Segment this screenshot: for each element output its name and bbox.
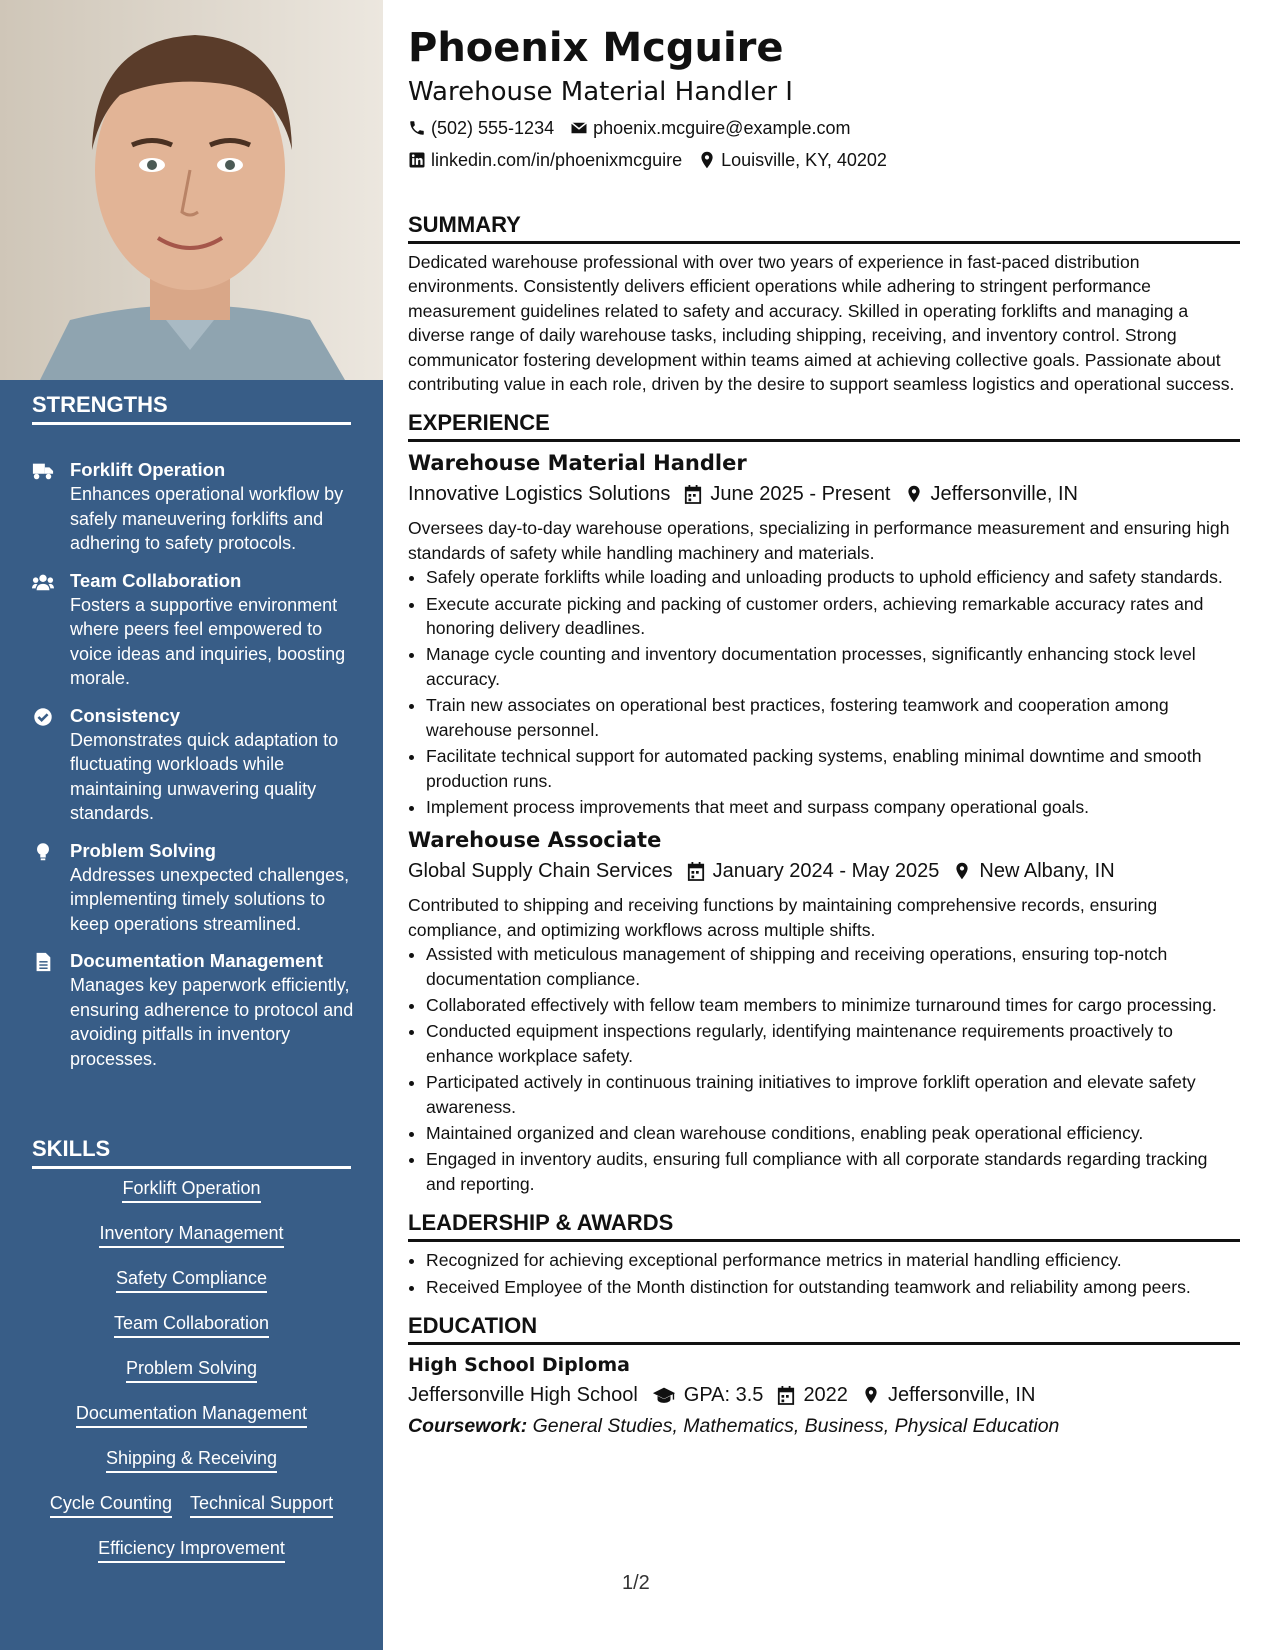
skill-tag: Problem Solving [126, 1358, 257, 1383]
education-heading: EDUCATION [408, 1313, 1240, 1345]
education-section [408, 1313, 1240, 1441]
strength-description: Manages key paperwork efficiently, ensuring adherence to protocol and avoiding pitfalls in inventory processes. [70, 975, 354, 1069]
map-pin-icon [905, 484, 923, 504]
graduation-cap-icon [652, 1385, 676, 1405]
strength-title: Forklift Operation [70, 459, 226, 480]
job-bullet: • Maintained organized and clean warehouse conditions, enabling peak operational efficiency. [426, 1121, 1240, 1145]
job-description: Contributed to shipping and receiving functions by maintaining comprehensive records, ensuring compliance, and optimizing workflows across multiple shifts. [408, 895, 1158, 940]
strength-item [32, 704, 362, 826]
linkedin-text[interactable]: linkedin.com/in/phoenixmcguire [431, 149, 683, 170]
job-dates-text: June 2025 - Present [710, 483, 891, 506]
phone-text: (502) 555-1234 [431, 117, 555, 138]
job-bullet: • Manage cycle counting and inventory documentation processes, significantly enhancing stock level accuracy. [426, 642, 1240, 691]
truck-icon [32, 458, 70, 556]
contact-row [408, 144, 1240, 176]
award-item: • Recognized for achieving exceptional performance metrics in material handling efficiency. [426, 1248, 1240, 1272]
phone-contact [408, 118, 554, 139]
awards-list [408, 1248, 1240, 1299]
education-year-text: 2022 [803, 1384, 848, 1406]
job-entry [408, 825, 1240, 1196]
candidate-name: Phoenix Mcguire [408, 25, 784, 71]
degree-title: High School Diploma [408, 1354, 630, 1376]
job-location [953, 855, 1114, 887]
strength-title: Documentation Management [70, 950, 323, 971]
gpa [652, 1379, 764, 1411]
job-bullet: • Participated actively in continuous training initiatives to improve forklift operation and elevate safety awareness. [426, 1070, 1240, 1119]
calendar-icon [684, 484, 702, 504]
skill-tag: Safety Compliance [116, 1268, 267, 1293]
strength-title: Consistency [70, 704, 181, 726]
education-location-text: Jeffersonville, IN [887, 1384, 1036, 1406]
email-contact[interactable] [570, 118, 850, 139]
job-title: Warehouse Material Handler [408, 451, 747, 476]
strength-description: Addresses unexpected challenges, implementing timely solutions to keep operations streamlined. [70, 864, 350, 934]
page-number: 1/2 [622, 1572, 650, 1594]
strength-item [32, 458, 362, 556]
main-content [408, 20, 1240, 1441]
summary-heading: SUMMARY [408, 212, 1240, 244]
candidate-role: Warehouse Material Handler I [408, 77, 793, 107]
skill-tag: Team Collaboration [114, 1313, 269, 1338]
skill-tag: Technical Support [190, 1493, 333, 1518]
skill-tag: Inventory Management [99, 1223, 283, 1248]
skill-tag: Forklift Operation [122, 1178, 260, 1203]
lightbulb-icon [32, 839, 70, 937]
coursework-label: Coursework: [408, 1415, 528, 1437]
job-bullet: • Assisted with meticulous management of shipping and receiving operations, ensuring top-notch documentation compliance. [426, 942, 1240, 991]
profile-photo [0, 0, 383, 380]
job-dates [684, 478, 890, 510]
job-bullet: • Facilitate technical support for automated packing systems, enabling minimal downtime and smooth production runs. [426, 744, 1240, 793]
skill-tag: Documentation Management [76, 1403, 307, 1428]
sidebar [0, 0, 383, 1650]
users-icon [32, 569, 70, 691]
job-entry [408, 448, 1240, 819]
strengths-heading: STRENGTHS [32, 392, 351, 425]
job-bullets [408, 565, 1240, 819]
job-bullet: • Implement process improvements that meet and surpass company operational goals. [426, 795, 1240, 819]
job-bullet: • Execute accurate picking and packing of customer orders, achieving remarkable accuracy rates and honoring delivery deadlines. [426, 592, 1240, 641]
contact-row [408, 112, 1240, 144]
job-bullet: • Safely operate forklifts while loading and unloading products to uphold efficiency and safety standards. [426, 565, 1240, 589]
strength-item [32, 839, 362, 937]
strength-description: Fosters a supportive environment where peers feel empowered to voice ideas and inquiries, boosting morale. [70, 594, 346, 688]
skills-heading: SKILLS [32, 1136, 351, 1169]
strength-title: Problem Solving [70, 839, 216, 861]
location-text: Louisville, KY, 40202 [721, 149, 887, 170]
calendar-icon [687, 861, 705, 881]
linkedin-contact[interactable] [408, 150, 682, 171]
experience-heading: EXPERIENCE [408, 410, 1240, 442]
strength-title: Team Collaboration [70, 569, 242, 591]
job-meta [408, 478, 1240, 510]
job-bullet: • Train new associates on operational best practices, fostering teamwork and cooperation among warehouse personnel. [426, 693, 1240, 742]
job-dates-text: January 2024 - May 2025 [712, 860, 940, 883]
map-pin-icon [698, 151, 716, 169]
linkedin-icon [408, 151, 426, 169]
map-pin-icon [862, 1385, 880, 1405]
education-location [862, 1379, 1035, 1411]
document-icon [32, 949, 70, 1071]
job-bullet: • Collaborated effectively with fellow team members to minimize turnaround times for cargo processing. [426, 993, 1240, 1017]
skill-tag: Shipping & Receiving [106, 1448, 277, 1473]
phone-icon [408, 119, 426, 137]
school-name: Jeffersonville High School [408, 1384, 638, 1406]
job-location-text: New Albany, IN [979, 860, 1115, 883]
job-description: Oversees day-to-day warehouse operations, specializing in performance measurement and ensuring high standards of safety while handling machinery and materials. [408, 518, 1230, 563]
strengths-list [32, 458, 362, 1084]
summary-text: Dedicated warehouse professional with over two years of experience in fast-paced distribution environments. Consistently delivers efficient operations while adhering to stringent performance measurement guidelines related to safety and accuracy. Skilled in operating forklifts and managing a diverse range of daily warehouse tasks, including shipping, receiving, and inventory control. Strong communicator fostering development within teams aimed at achieving collective goals. Passionate about contributing value in each role, driven by the desire to support seamless logistics and operational success. [408, 252, 1235, 395]
awards-section [408, 1210, 1240, 1299]
job-meta [408, 855, 1240, 887]
strength-description: Demonstrates quick adaptation to fluctuating workloads while maintaining unwavering quality standards. [70, 729, 339, 823]
check-circle-icon [32, 704, 70, 826]
email-text[interactable]: phoenix.mcguire@example.com [593, 117, 851, 138]
education-meta [408, 1379, 1240, 1411]
strength-item [32, 949, 362, 1071]
job-bullet: • Conducted equipment inspections regularly, identifying maintenance requirements proactively to enhance workplace safety. [426, 1019, 1240, 1068]
gpa-text: GPA: 3.5 [683, 1384, 764, 1406]
strength-item [32, 569, 362, 691]
experience-section [408, 410, 1240, 1196]
job-location-text: Jeffersonville, IN [930, 483, 1078, 506]
map-pin-icon [953, 861, 971, 881]
company-name: Innovative Logistics Solutions [408, 483, 671, 506]
summary-section [408, 212, 1240, 396]
education-year [777, 1379, 848, 1411]
strength-description: Enhances operational workflow by safely maneuvering forklifts and adhering to safety protocols. [70, 484, 344, 553]
skill-tag: Cycle Counting [50, 1493, 172, 1518]
award-item: • Received Employee of the Month distinction for outstanding teamwork and reliability among peers. [426, 1275, 1240, 1299]
coursework [408, 1411, 1240, 1441]
envelope-icon [570, 119, 588, 137]
location-contact [698, 150, 887, 171]
skill-tag: Efficiency Improvement [98, 1538, 285, 1563]
coursework-text: General Studies, Mathematics, Business, Physical Education [532, 1415, 1060, 1437]
job-bullet: • Engaged in inventory audits, ensuring full compliance with all corporate standards regarding tracking and reporting. [426, 1147, 1240, 1196]
calendar-icon [777, 1385, 795, 1405]
awards-heading: LEADERSHIP & AWARDS [408, 1210, 1240, 1242]
job-bullets [408, 942, 1240, 1196]
job-dates [687, 855, 940, 887]
company-name: Global Supply Chain Services [408, 860, 673, 883]
job-title: Warehouse Associate [408, 828, 662, 853]
skills-list [32, 1178, 351, 1583]
job-location [905, 478, 1078, 510]
profile-photo-illustration [0, 0, 383, 380]
